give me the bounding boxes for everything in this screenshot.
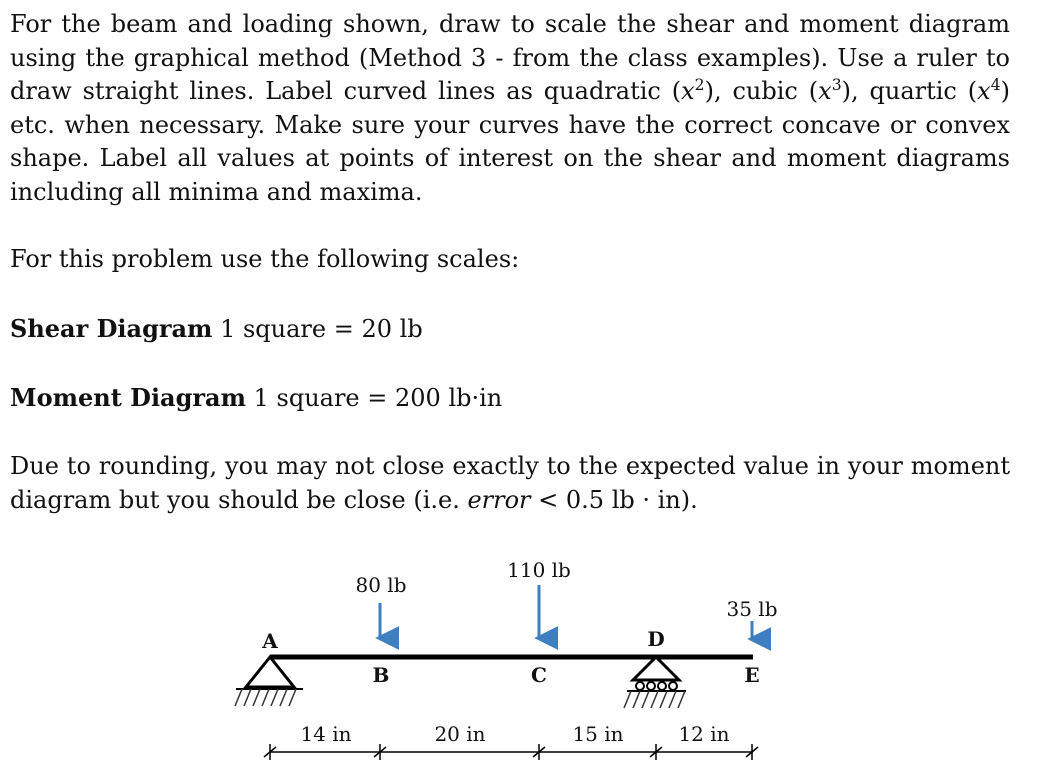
load-label-c: 110 lb <box>507 558 571 582</box>
rounding-text-1: Due to rounding, you may not close exactly to the expected value in your moment diagram but you should be close (i.e. <box>10 452 1010 514</box>
span-label-cd: 15 in <box>572 722 624 746</box>
point-label-a: A <box>262 629 278 653</box>
moment-diagram-label: Moment Diagram <box>10 383 246 412</box>
roller-wheels-d <box>636 682 677 690</box>
roller-support-d <box>633 657 679 680</box>
shear-scale-value: 1 square = 20 lb <box>212 315 423 343</box>
ground-hatching-d <box>624 691 685 708</box>
load-label-e: 35 lb <box>726 597 778 621</box>
x-variable: x <box>818 77 832 105</box>
x-variable: x <box>977 77 991 105</box>
scales-intro: For this problem use the following scales: <box>10 245 520 273</box>
point-label-d: D <box>647 627 665 651</box>
point-label-b: B <box>372 663 390 687</box>
span-label-de: 12 in <box>678 722 730 746</box>
instruction-text-4: ) etc. when necessary. Make sure your curves have the correct concave or convex shape. Label all values at points of interest on the shear and moment diagrams including all minima and maxima. <box>10 77 1010 206</box>
point-label-c: C <box>531 663 547 687</box>
load-label-b: 80 lb <box>355 573 407 597</box>
instruction-text-1: For the beam and loading shown, draw to scale the shear and moment diagram using the graphical method (Method 3 - from the class examples). Use a ruler to draw straight lines. Label curved lines as quadratic ( <box>10 10 1010 105</box>
rounding-text-2: < 0.5 lb · in). <box>530 485 698 514</box>
point-label-e: E <box>744 663 760 687</box>
instruction-text-3: ), quartic ( <box>841 77 978 105</box>
shear-diagram-label: Shear Diagram <box>10 314 213 343</box>
moment-scale-value: 1 square = 200 lb·in <box>245 384 503 412</box>
pin-support-a <box>246 657 294 687</box>
ground-hatching-a <box>235 689 296 706</box>
span-label-ab: 14 in <box>300 722 352 746</box>
exponent-3: 3 <box>831 76 842 94</box>
exponent-2: 2 <box>694 76 705 94</box>
exponent-4: 4 <box>990 76 1001 94</box>
error-variable: error <box>467 485 531 514</box>
instruction-text-2: ), cubic ( <box>704 77 819 105</box>
x-variable: x <box>681 77 695 105</box>
span-label-bc: 20 in <box>434 722 486 746</box>
